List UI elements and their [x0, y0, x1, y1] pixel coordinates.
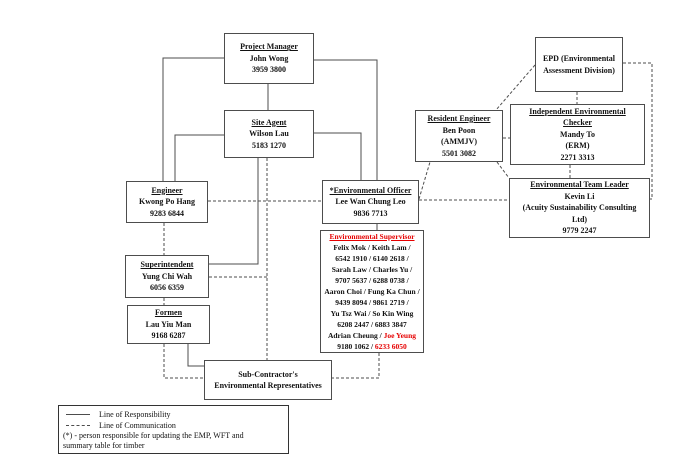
box-body: [543, 53, 615, 76]
box-line: 9283 6844: [149, 208, 184, 218]
comm-residentengineer-teamleader: [497, 162, 509, 178]
box-title: Resident Engineer: [427, 114, 491, 123]
supervisor-name-black: Adrian Cheung /: [327, 331, 384, 340]
box-line: Ltd): [571, 214, 588, 224]
box-body: [139, 196, 195, 219]
box-formen: [127, 305, 210, 344]
legend-note-line1: (*) - person responsible for updating the EMP, WFT and: [63, 431, 244, 440]
box-line: Lau Yiu Man: [145, 319, 192, 329]
box-epd: [535, 37, 623, 92]
line-siteagent-engineer: [175, 135, 224, 181]
box-line: Yu Tsz Wai / So Kin Wing: [330, 309, 414, 318]
box-line: Wilson Lau: [249, 129, 289, 139]
line-pm-engineer: [163, 58, 224, 181]
comm-envofficer-residentengineer: [419, 162, 430, 199]
box-line: Kwong Po Hang: [138, 197, 195, 207]
box-line: (AMMJV): [441, 137, 477, 146]
legend: [58, 405, 289, 454]
box-resident-engineer: [415, 110, 503, 162]
comm-supervisor-subcontractor: [332, 353, 379, 378]
box-line: 9707 5637 / 6288 0738 /: [335, 276, 409, 285]
box-independent-environmental-checker: [510, 104, 645, 165]
box-line: Sarah Law / Charles Yu /: [331, 265, 413, 274]
box-title: Superintendent: [140, 260, 194, 270]
box-line: 2271 3313: [560, 152, 595, 162]
supervisor-line-9: [328, 330, 416, 341]
supervisor-phone-red: 6233 6050: [374, 342, 407, 351]
box-line: 6056 6359: [149, 283, 184, 293]
box-body: [560, 129, 595, 164]
box-title: Site Agent: [251, 117, 287, 127]
line-siteagent-envofficer: [314, 133, 361, 180]
dashed-line-sample: [66, 425, 90, 426]
box-body: [142, 271, 192, 294]
box-line: John Wong: [249, 53, 289, 63]
line-siteagent-superintendent: [209, 158, 258, 264]
box-line: 6542 1910 / 6140 2618 /: [335, 254, 409, 263]
box-title: Formen: [154, 308, 183, 318]
box-body: [214, 369, 321, 392]
box-body: [441, 125, 477, 160]
box-line: 9836 7713: [353, 208, 388, 218]
box-line: Environmental Representatives: [214, 381, 322, 390]
box-line: Felix Mok / Keith Lam /: [333, 243, 411, 252]
box-line: Kevin Li: [564, 191, 595, 201]
legend-responsibility-row: [63, 409, 284, 420]
box-line: 9168 6287: [151, 331, 186, 341]
box-line: Lee Wan Chung Leo: [335, 197, 406, 207]
box-title: *Environmental Officer: [329, 185, 412, 195]
box-line: (Acuity Sustainability Consulting: [522, 203, 637, 213]
supervisor-phone-black: 9180 1062 /: [337, 342, 375, 351]
box-body: [249, 128, 289, 151]
legend-note-line2: summary table for timber: [63, 441, 145, 450]
box-line: (ERM): [565, 141, 590, 151]
box-line: Yung Chi Wah: [141, 271, 193, 281]
box-line: Sub-Contractor's: [238, 369, 298, 379]
box-title: Project Manager: [240, 42, 298, 52]
legend-communication-row: [63, 420, 284, 431]
box-engineer: [126, 181, 208, 223]
box-title: Engineer: [151, 185, 183, 195]
line-pm-envofficer: [314, 60, 377, 180]
legend-communication-label: Line of Communication: [99, 420, 176, 430]
solid-line-sample: [66, 414, 90, 415]
box-title: Environmental Supervisor: [329, 232, 415, 241]
box-line: 6208 2447 / 6883 3847: [337, 320, 407, 329]
box-line: 9779 2247: [562, 226, 597, 236]
box-title: Independent Environmental Checker: [529, 106, 626, 128]
box-site-agent: [224, 110, 314, 158]
box-environmental-officer: [322, 180, 419, 224]
box-body: [250, 53, 289, 76]
box-title: Environmental Team Leader: [530, 180, 629, 190]
box-line: Assessment Division): [543, 65, 615, 75]
box-line: 5501 3082: [441, 148, 476, 158]
box-line: EPD (Environmental: [542, 54, 616, 63]
box-superintendent: [125, 255, 209, 298]
box-line: Aaron Choi / Fung Ka Chun /: [324, 287, 420, 296]
supervisor-name-red: Joe Yeung: [383, 331, 417, 340]
legend-responsibility-label: Line of Responsibility: [99, 409, 171, 419]
box-environmental-supervisor: [320, 230, 424, 353]
box-body: [146, 319, 192, 342]
box-environmental-team-leader: [509, 178, 650, 238]
supervisor-line-10: [337, 341, 407, 352]
box-line: Ben Poon: [442, 125, 476, 135]
box-body: [523, 191, 637, 237]
box-body: [324, 242, 419, 330]
box-body: [335, 196, 405, 219]
box-line: 3959 3800: [251, 65, 286, 75]
box-sub-contractor: [204, 360, 332, 400]
line-formen-subcontractor: [188, 344, 204, 366]
box-line: 5183 1270: [252, 140, 286, 150]
comm-formen-subcontractor: [164, 344, 204, 378]
box-line: Mandy To: [560, 129, 595, 139]
box-project-manager: [224, 33, 314, 84]
box-line: 9439 8094 / 9861 2719 /: [335, 298, 409, 307]
